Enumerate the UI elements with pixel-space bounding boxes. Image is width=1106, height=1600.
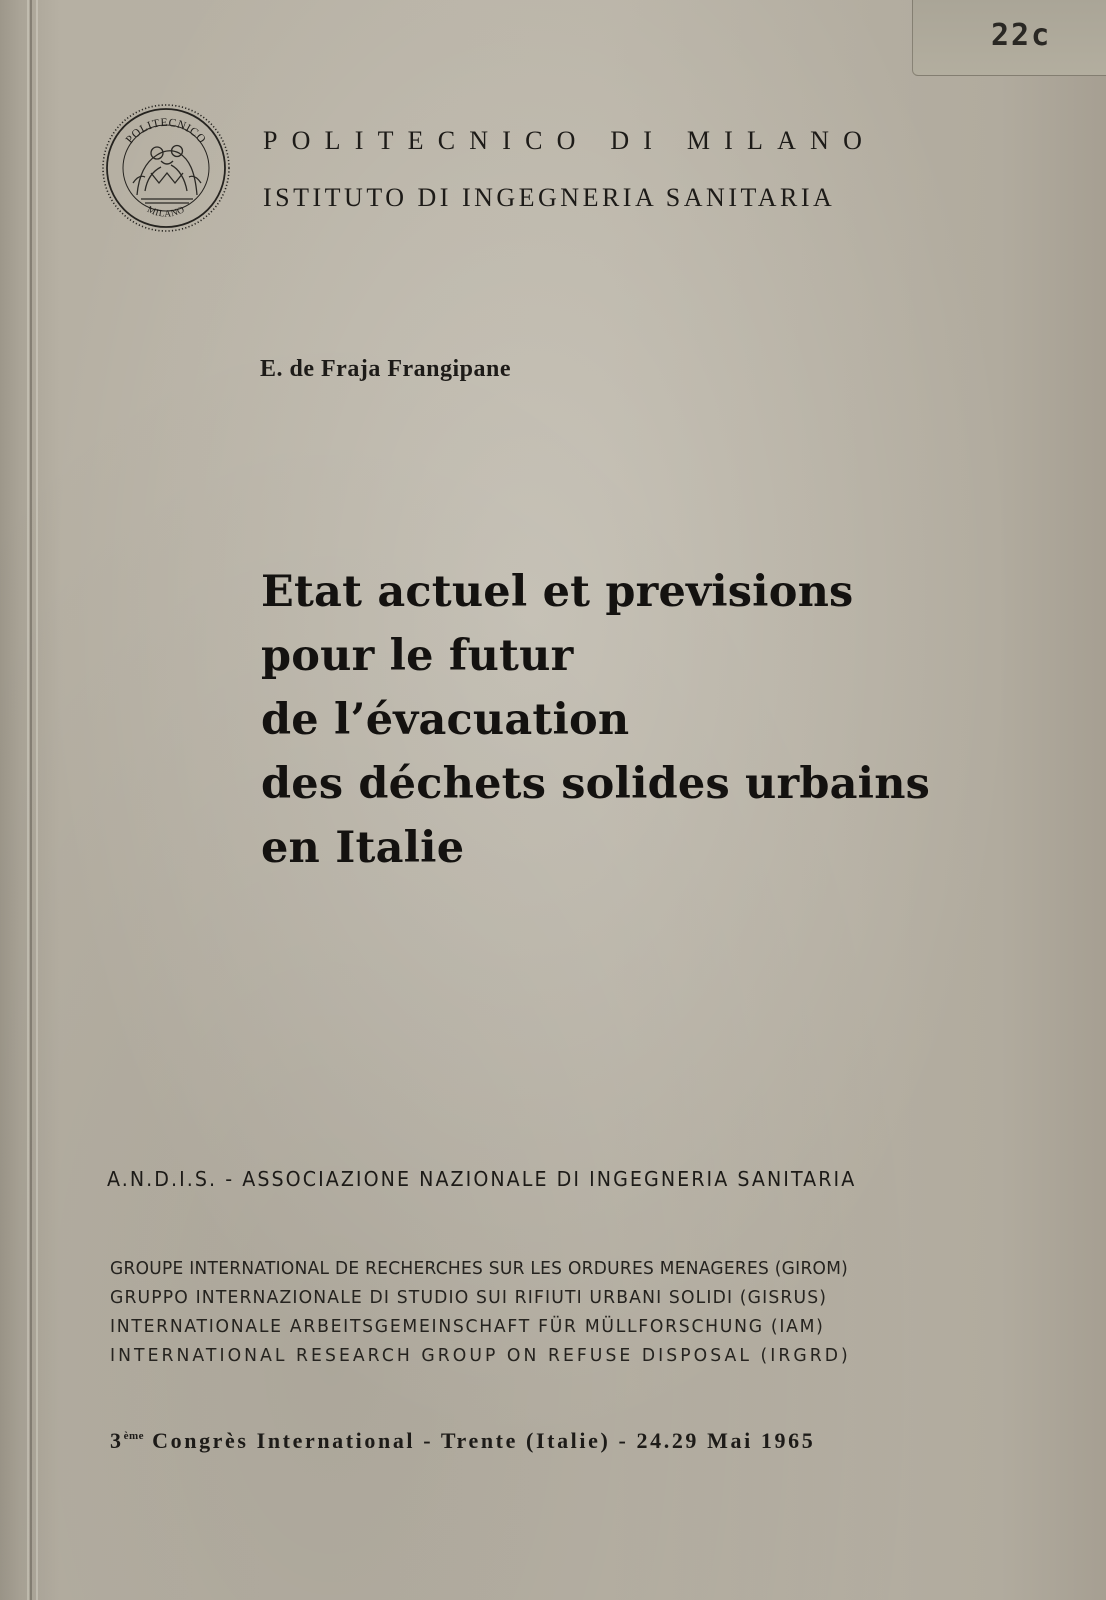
reference-label [912, 0, 1106, 76]
research-group: INTERNATIONAL RESEARCH GROUP ON REFUSE DISPOSAL (IRGRD) [110, 1345, 851, 1366]
spine-crease-shadow [30, 0, 32, 1600]
institute-name: ISTITUTO DI INGEGNERIA SANITARIA [263, 183, 836, 212]
title-line: de l’évacuation [261, 695, 630, 745]
congress-ordinal: 3 [110, 1428, 124, 1453]
title-line: pour le futur [261, 631, 574, 681]
title-line: en Italie [261, 823, 465, 873]
research-groups-list [110, 1254, 891, 1370]
spine-crease [36, 0, 38, 1600]
congress-details: Congrès International - Trente (Italie) - 24.29 Mai 1965 [144, 1428, 816, 1453]
congress-ordinal-suffix: ème [123, 1430, 145, 1442]
document-title [261, 560, 930, 880]
svg-text:MILANO: MILANO [145, 204, 187, 220]
research-group: INTERNATIONALE ARBEITSGEMEINSCHAFT FÜR MÜLLFORSCHUNG (IAM) [110, 1316, 825, 1337]
spine-crease [27, 0, 29, 1600]
congress-info [110, 1428, 815, 1454]
author-name: E. de Fraja Frangipane [260, 356, 511, 382]
politecnico-seal-logo [101, 103, 231, 233]
title-line: Etat actuel et previsions [261, 567, 854, 617]
reference-tag: 22c [991, 18, 1052, 53]
association-name: A.N.D.I.S. - ASSOCIAZIONE NAZIONALE DI INGEGNERIA SANITARIA [107, 1167, 857, 1191]
title-line: des déchets solides urbains [261, 759, 931, 809]
institution-name: POLITECNICO DI MILANO [263, 126, 877, 155]
svg-text:POLITECNICO: POLITECNICO [123, 116, 209, 147]
research-group: GROUPE INTERNATIONAL DE RECHERCHES SUR LES ORDURES MENAGERES (GIROM) [110, 1258, 849, 1279]
research-group: GRUPPO INTERNAZIONALE DI STUDIO SUI RIFIUTI URBANI SOLIDI (GISRUS) [110, 1287, 828, 1308]
